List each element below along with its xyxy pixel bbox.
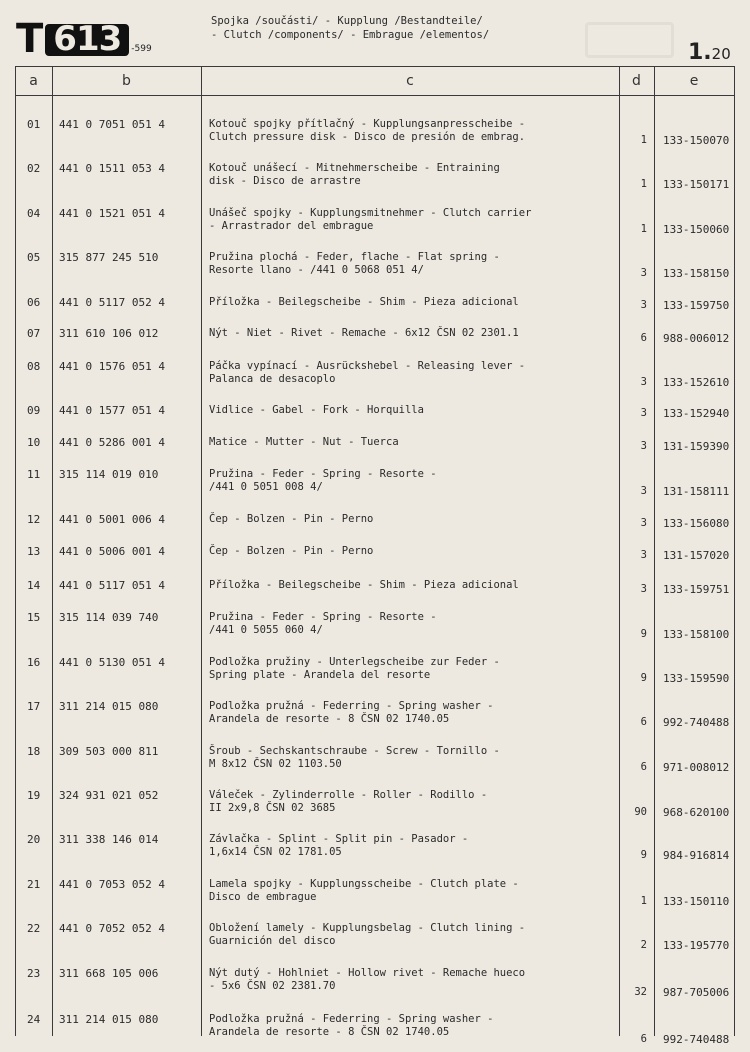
part-description [209,967,525,993]
item-number: 22 [27,922,41,935]
description-line: Čep - Bolzen - Pin - Perno [209,513,374,525]
part-description [209,296,519,309]
part-number: 309 503 000 811 [59,745,159,758]
description-line: Šroub - Sechskantschraube - Screw - Tornillo - [209,745,500,757]
item-number: 13 [27,545,41,558]
col-divider [15,66,16,1036]
order-code: 133-150110 [663,895,730,908]
part-number: 311 610 106 012 [59,327,159,340]
order-code: 133-156080 [663,517,730,530]
quantity: 6 [640,1033,647,1045]
order-code: 133-152940 [663,407,730,420]
part-number: 311 214 015 080 [59,700,159,713]
quantity: 3 [640,440,647,452]
description-line: Nýt - Niet - Rivet - Remache - 6x12 ČSN 02 2301.1 [209,327,519,339]
quantity: 6 [640,761,647,773]
item-number: 09 [27,404,41,417]
part-description [209,468,437,494]
col-divider [52,66,53,1036]
quantity: 3 [640,267,647,279]
quantity: 6 [640,332,647,344]
quantity: 3 [640,517,647,529]
description-line: Matice - Mutter - Nut - Tuerca [209,436,399,448]
order-code: 131-159390 [663,440,730,453]
header-bottom-rule [15,95,734,96]
quantity: 3 [640,485,647,497]
part-description [209,360,525,386]
order-code: 988-006012 [663,332,730,345]
part-description [209,745,500,771]
part-number: 441 0 7052 052 4 [59,922,165,935]
description-line: M 8x12 ČSN 02 1103.50 [209,758,342,770]
description-line: Podložka pružná - Federring - Spring washer - [209,700,494,712]
item-number: 17 [27,700,41,713]
description-line: Disco de embrague [209,891,317,903]
logo-letter: T [16,16,42,62]
part-description [209,878,519,904]
order-code: 133-158100 [663,628,730,641]
description-line: Páčka vypínací - Ausrückshebel - Releasing lever - [209,360,526,372]
part-description [209,611,437,637]
part-description [209,545,373,558]
part-description [209,513,373,526]
order-code: 131-158111 [663,485,730,498]
item-number: 18 [27,745,41,758]
part-number: 315 877 245 510 [59,251,159,264]
item-number: 04 [27,207,41,220]
order-code: 133-152610 [663,376,730,389]
quantity: 3 [640,376,647,388]
part-number: 324 931 021 052 [59,789,159,802]
quantity: 9 [640,849,647,861]
item-number: 20 [27,833,41,846]
part-number: 441 0 1511 053 4 [59,162,165,175]
order-code: 133-159750 [663,299,730,312]
quantity: 1 [640,223,647,235]
description-line: Pružina - Feder - Spring - Resorte - [209,611,437,623]
item-number: 23 [27,967,41,980]
part-description [209,118,525,144]
item-number: 12 [27,513,41,526]
item-number: 01 [27,118,41,131]
description-line: Příložka - Beilegscheibe - Shim - Pieza adicional [209,579,519,591]
description-line: - Arrastrador del embrague [209,220,374,232]
item-number: 21 [27,878,41,891]
quantity: 6 [640,716,647,728]
description-line: Kotouč spojky přítlačný - Kupplungsanpresscheibe - [209,118,526,130]
description-line: Unášeč spojky - Kupplungsmitnehmer - Clutch carrier [209,207,532,219]
quantity: 90 [634,806,647,818]
description-line: Závlačka - Splint - Split pin - Pasador - [209,833,469,845]
column-header-e: e [689,73,699,89]
part-description [209,700,493,726]
part-description [209,162,500,188]
part-description [209,251,500,277]
order-code: 992-740488 [663,1033,730,1046]
page-title [211,14,489,42]
part-number: 441 0 7053 052 4 [59,878,165,891]
order-code: 992-740488 [663,716,730,729]
part-number: 441 0 1577 051 4 [59,404,165,417]
item-number: 06 [27,296,41,309]
part-number: 311 214 015 080 [59,1013,159,1026]
column-header-b: b [122,73,131,89]
part-number: 311 668 105 006 [59,967,159,980]
description-line: Pružina plochá - Feder, flache - Flat spring - [209,251,500,263]
item-number: 05 [27,251,41,264]
quantity: 9 [640,672,647,684]
part-number: 441 0 5130 051 4 [59,656,165,669]
description-line: Clutch pressure disk - Disco de presión de embrag. [209,131,526,143]
part-description [209,404,424,417]
column-header-a: a [29,73,38,89]
order-code: 131-157020 [663,549,730,562]
quantity: 2 [640,939,647,951]
order-code: 133-195770 [663,939,730,952]
part-description [209,327,519,340]
description-line: II 2x9,8 ČSN 02 3685 [209,802,336,814]
description-line: Nýt dutý - Hohlniet - Hollow rivet - Remache hueco [209,967,526,979]
description-line: /441 0 5055 060 4/ [209,624,323,636]
part-description [209,922,525,948]
part-number: 441 0 5117 052 4 [59,296,165,309]
description-line: Vidlice - Gabel - Fork - Horquilla [209,404,424,416]
order-code: 133-158150 [663,267,730,280]
item-number: 08 [27,360,41,373]
description-line: - 5x6 ČSN 02 2381.70 [209,980,336,992]
part-description [209,789,487,815]
description-line: Pružina - Feder - Spring - Resorte - [209,468,437,480]
quantity: 1 [640,895,647,907]
description-line: Podložka pružná - Federring - Spring washer - [209,1013,494,1025]
description-line: Čep - Bolzen - Pin - Perno [209,545,374,557]
quantity: 1 [640,178,647,190]
part-number: 441 0 5117 051 4 [59,579,165,592]
item-number: 02 [27,162,41,175]
part-description [209,436,399,449]
quantity: 9 [640,628,647,640]
order-code: 133-150060 [663,223,730,236]
column-header-c: c [406,73,414,89]
show-through-logo [585,22,674,58]
quantity: 1 [640,134,647,146]
description-line: disk - Disco de arrastre [209,175,361,187]
description-line: Příložka - Beilegscheibe - Shim - Pieza adicional [209,296,519,308]
part-description [209,207,531,233]
description-line: Arandela de resorte - 8 ČSN 02 1740.05 [209,713,450,725]
description-line: Lamela spojky - Kupplungsscheibe - Clutch plate - [209,878,519,890]
order-code: 133-150171 [663,178,730,191]
sheet-minor: 20 [711,45,731,63]
quantity: 3 [640,583,647,595]
quantity: 32 [634,986,647,998]
description-line: Podložka pružiny - Unterlegscheibe zur Feder - [209,656,500,668]
part-description [209,833,468,859]
description-line: /441 0 5051 008 4/ [209,481,323,493]
quantity: 3 [640,299,647,311]
table-top-rule [15,66,734,67]
item-number: 16 [27,656,41,669]
quantity: 3 [640,549,647,561]
quantity: 3 [640,407,647,419]
description-line: Obložení lamely - Kupplungsbelag - Clutch lining - [209,922,526,934]
part-number: 441 0 1521 051 4 [59,207,165,220]
order-code: 968-620100 [663,806,730,819]
item-number: 15 [27,611,41,624]
part-description [209,579,519,592]
description-line: Palanca de desacoplo [209,373,336,385]
order-code: 984-916814 [663,849,730,862]
description-line: Spring plate - Arandela del resorte [209,669,431,681]
part-number: 315 114 019 010 [59,468,159,481]
description-line: Guarnición del disco [209,935,336,947]
item-number: 19 [27,789,41,802]
description-line: Kotouč unášecí - Mitnehmerscheibe - Entraining [209,162,500,174]
part-description [209,1013,493,1039]
tatra-logo [16,16,152,62]
title-line: Spojka /součásti/ - Kupplung /Bestandteile/ [211,15,483,27]
part-number: 441 0 5286 001 4 [59,436,165,449]
sheet-number [688,40,731,65]
part-description [209,656,500,682]
order-code: 987-705006 [663,986,730,999]
column-header-d: d [632,73,641,89]
part-number: 315 114 039 740 [59,611,159,624]
col-divider [654,66,655,1036]
description-line: Arandela de resorte - 8 ČSN 02 1740.05 [209,1026,450,1038]
part-number: 441 0 1576 051 4 [59,360,165,373]
item-number: 14 [27,579,41,592]
description-line: Resorte llano - /441 0 5068 051 4/ [209,264,424,276]
item-number: 10 [27,436,41,449]
part-number: 441 0 5006 001 4 [59,545,165,558]
order-code: 133-159590 [663,672,730,685]
order-code: 133-159751 [663,583,730,596]
part-number: 311 338 146 014 [59,833,159,846]
sheet-major: 1. [688,40,712,65]
title-line: - Clutch /components/ - Embrague /elementos/ [211,29,490,41]
part-number: 441 0 7051 051 4 [59,118,165,131]
item-number: 07 [27,327,41,340]
order-code: 133-150070 [663,134,730,147]
logo-model: 613 [45,24,129,56]
description-line: 1,6x14 ČSN 02 1781.05 [209,846,342,858]
part-number: 441 0 5001 006 4 [59,513,165,526]
col-divider [734,66,735,1036]
item-number: 11 [27,468,41,481]
order-code: 971-008012 [663,761,730,774]
description-line: Váleček - Zylinderrolle - Roller - Rodillo - [209,789,488,801]
item-number: 24 [27,1013,41,1026]
logo-suffix: -599 [131,44,152,54]
col-divider [201,66,202,1036]
